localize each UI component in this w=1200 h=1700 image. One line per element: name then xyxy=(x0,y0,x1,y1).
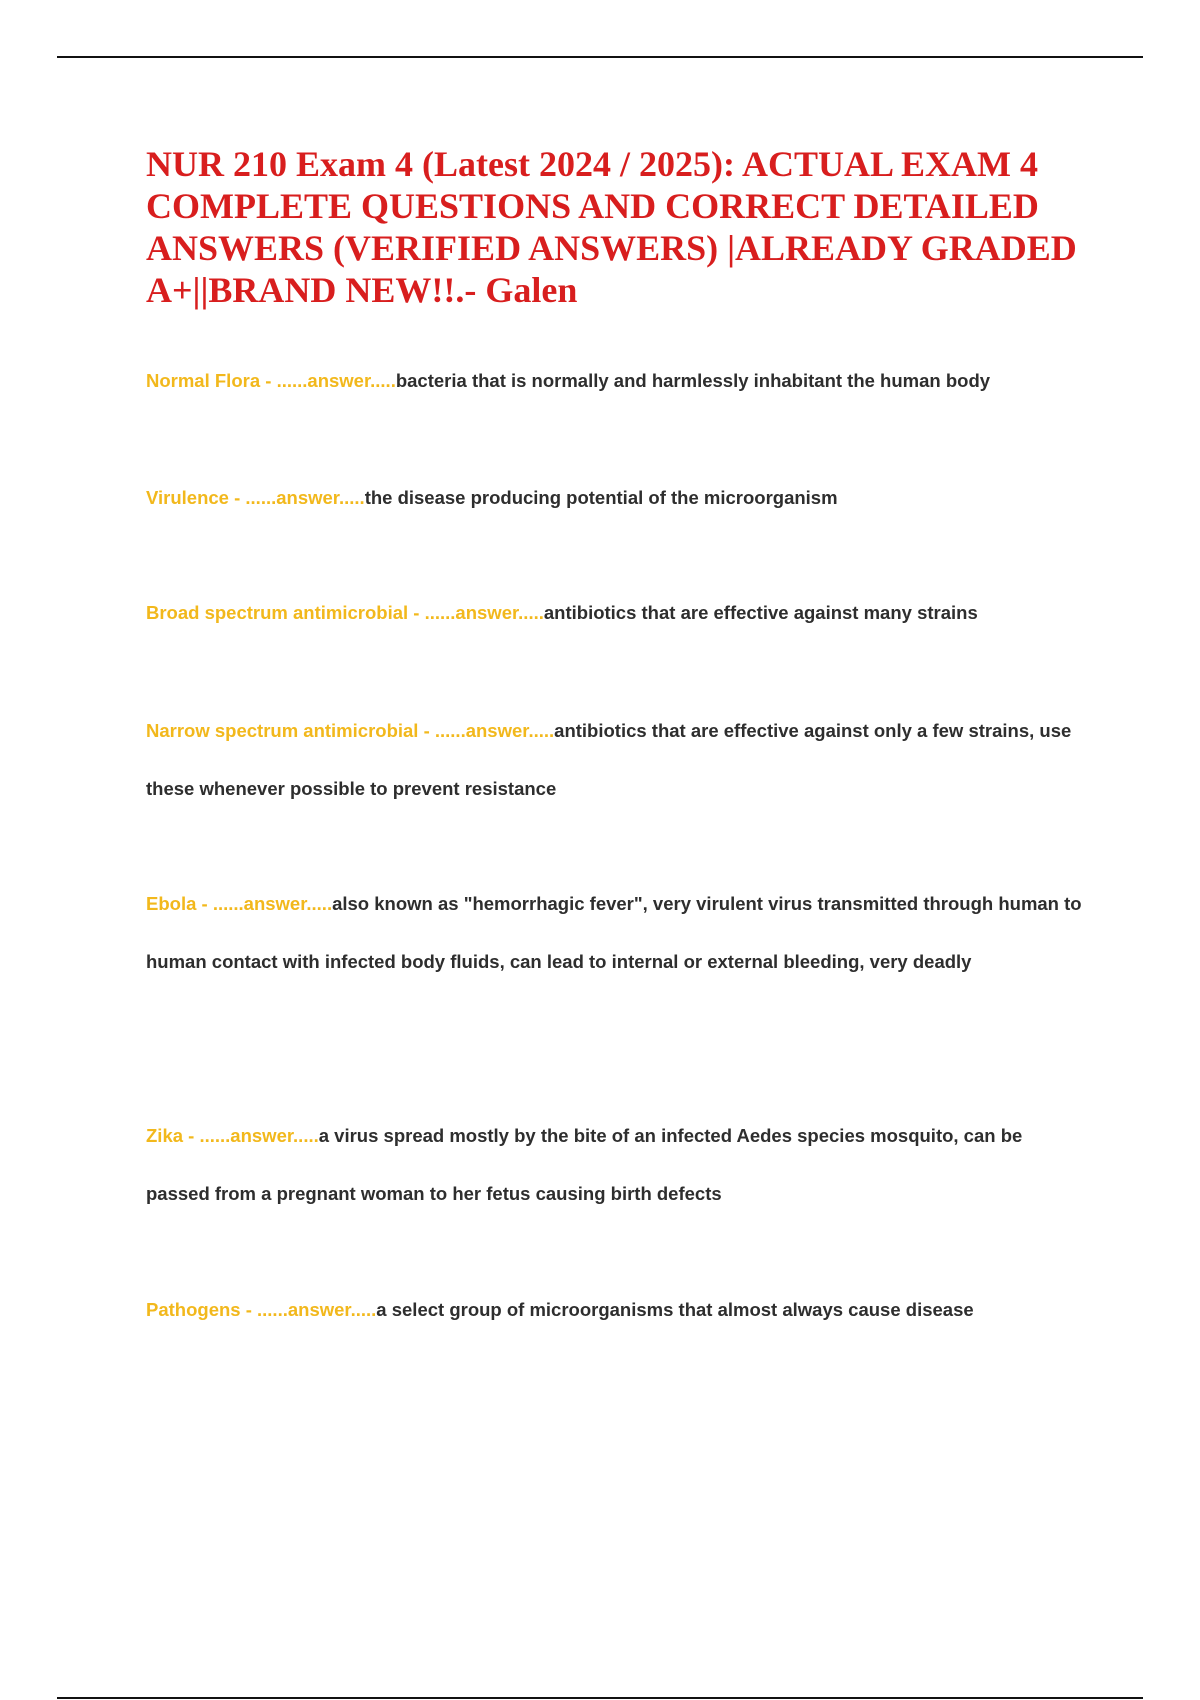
answer-marker: ......answer..... xyxy=(199,1125,319,1146)
entry-definition: a virus spread mostly by the bite of an infected Aedes species mosquito, can be passed from a pregnant woman to her fetus causing birth defects xyxy=(146,1125,1023,1204)
entry-definition: bacteria that is normally and harmlessly inhabitant the human body xyxy=(395,370,991,391)
bottom-rule xyxy=(57,1697,1143,1699)
entry-definition: a select group of microorganisms that almost always cause disease xyxy=(376,1299,974,1320)
entry-definition: also known as "hemorrhagic fever", very virulent virus transmitted through human to human contact with infected body fluids, can lead to internal or external bleeding, very deadly xyxy=(146,893,1082,972)
entry-definition: antibiotics that are effective against many strains xyxy=(543,602,978,623)
entry-term: Broad spectrum antimicrobial - xyxy=(146,602,425,623)
entry-broad-spectrum xyxy=(146,600,1091,626)
entry-ebola xyxy=(146,875,1091,991)
entry-pathogens xyxy=(146,1297,1091,1323)
entry-term: Ebola - xyxy=(146,893,213,914)
entry-virulence xyxy=(146,485,1091,511)
entry-narrow-spectrum xyxy=(146,702,1091,818)
entry-term: Virulence - xyxy=(146,487,246,508)
entry-term: Normal Flora - xyxy=(146,370,277,391)
entry-definition: antibiotics that are effective against only a few strains, use these whenever possible to prevent resistance xyxy=(146,720,1072,799)
entry-term: Pathogens - xyxy=(146,1299,258,1320)
answer-marker: ......answer..... xyxy=(245,487,365,508)
entry-term: Zika - xyxy=(146,1125,200,1146)
answer-marker: ......answer..... xyxy=(276,370,396,391)
entry-zika xyxy=(146,1107,1091,1223)
answer-marker: ......answer..... xyxy=(434,720,555,741)
entry-normal-flora xyxy=(146,368,1091,394)
top-rule xyxy=(57,56,1143,58)
answer-marker: ......answer..... xyxy=(424,602,544,623)
entry-term: Narrow spectrum antimicrobial - xyxy=(146,720,435,741)
entry-definition: the disease producing potential of the microorganism xyxy=(364,487,838,508)
document-title: NUR 210 Exam 4 (Latest 2024 / 2025): ACTUAL EXAM 4 COMPLETE QUESTIONS AND CORRECT DETAILED ANSWERS (VERIFIED ANSWERS) |ALREADY GRADED A+||BRAND NEW!!.- Galen xyxy=(146,144,1077,310)
answer-marker: ......answer..... xyxy=(212,893,333,914)
answer-marker: ......answer..... xyxy=(257,1299,377,1320)
